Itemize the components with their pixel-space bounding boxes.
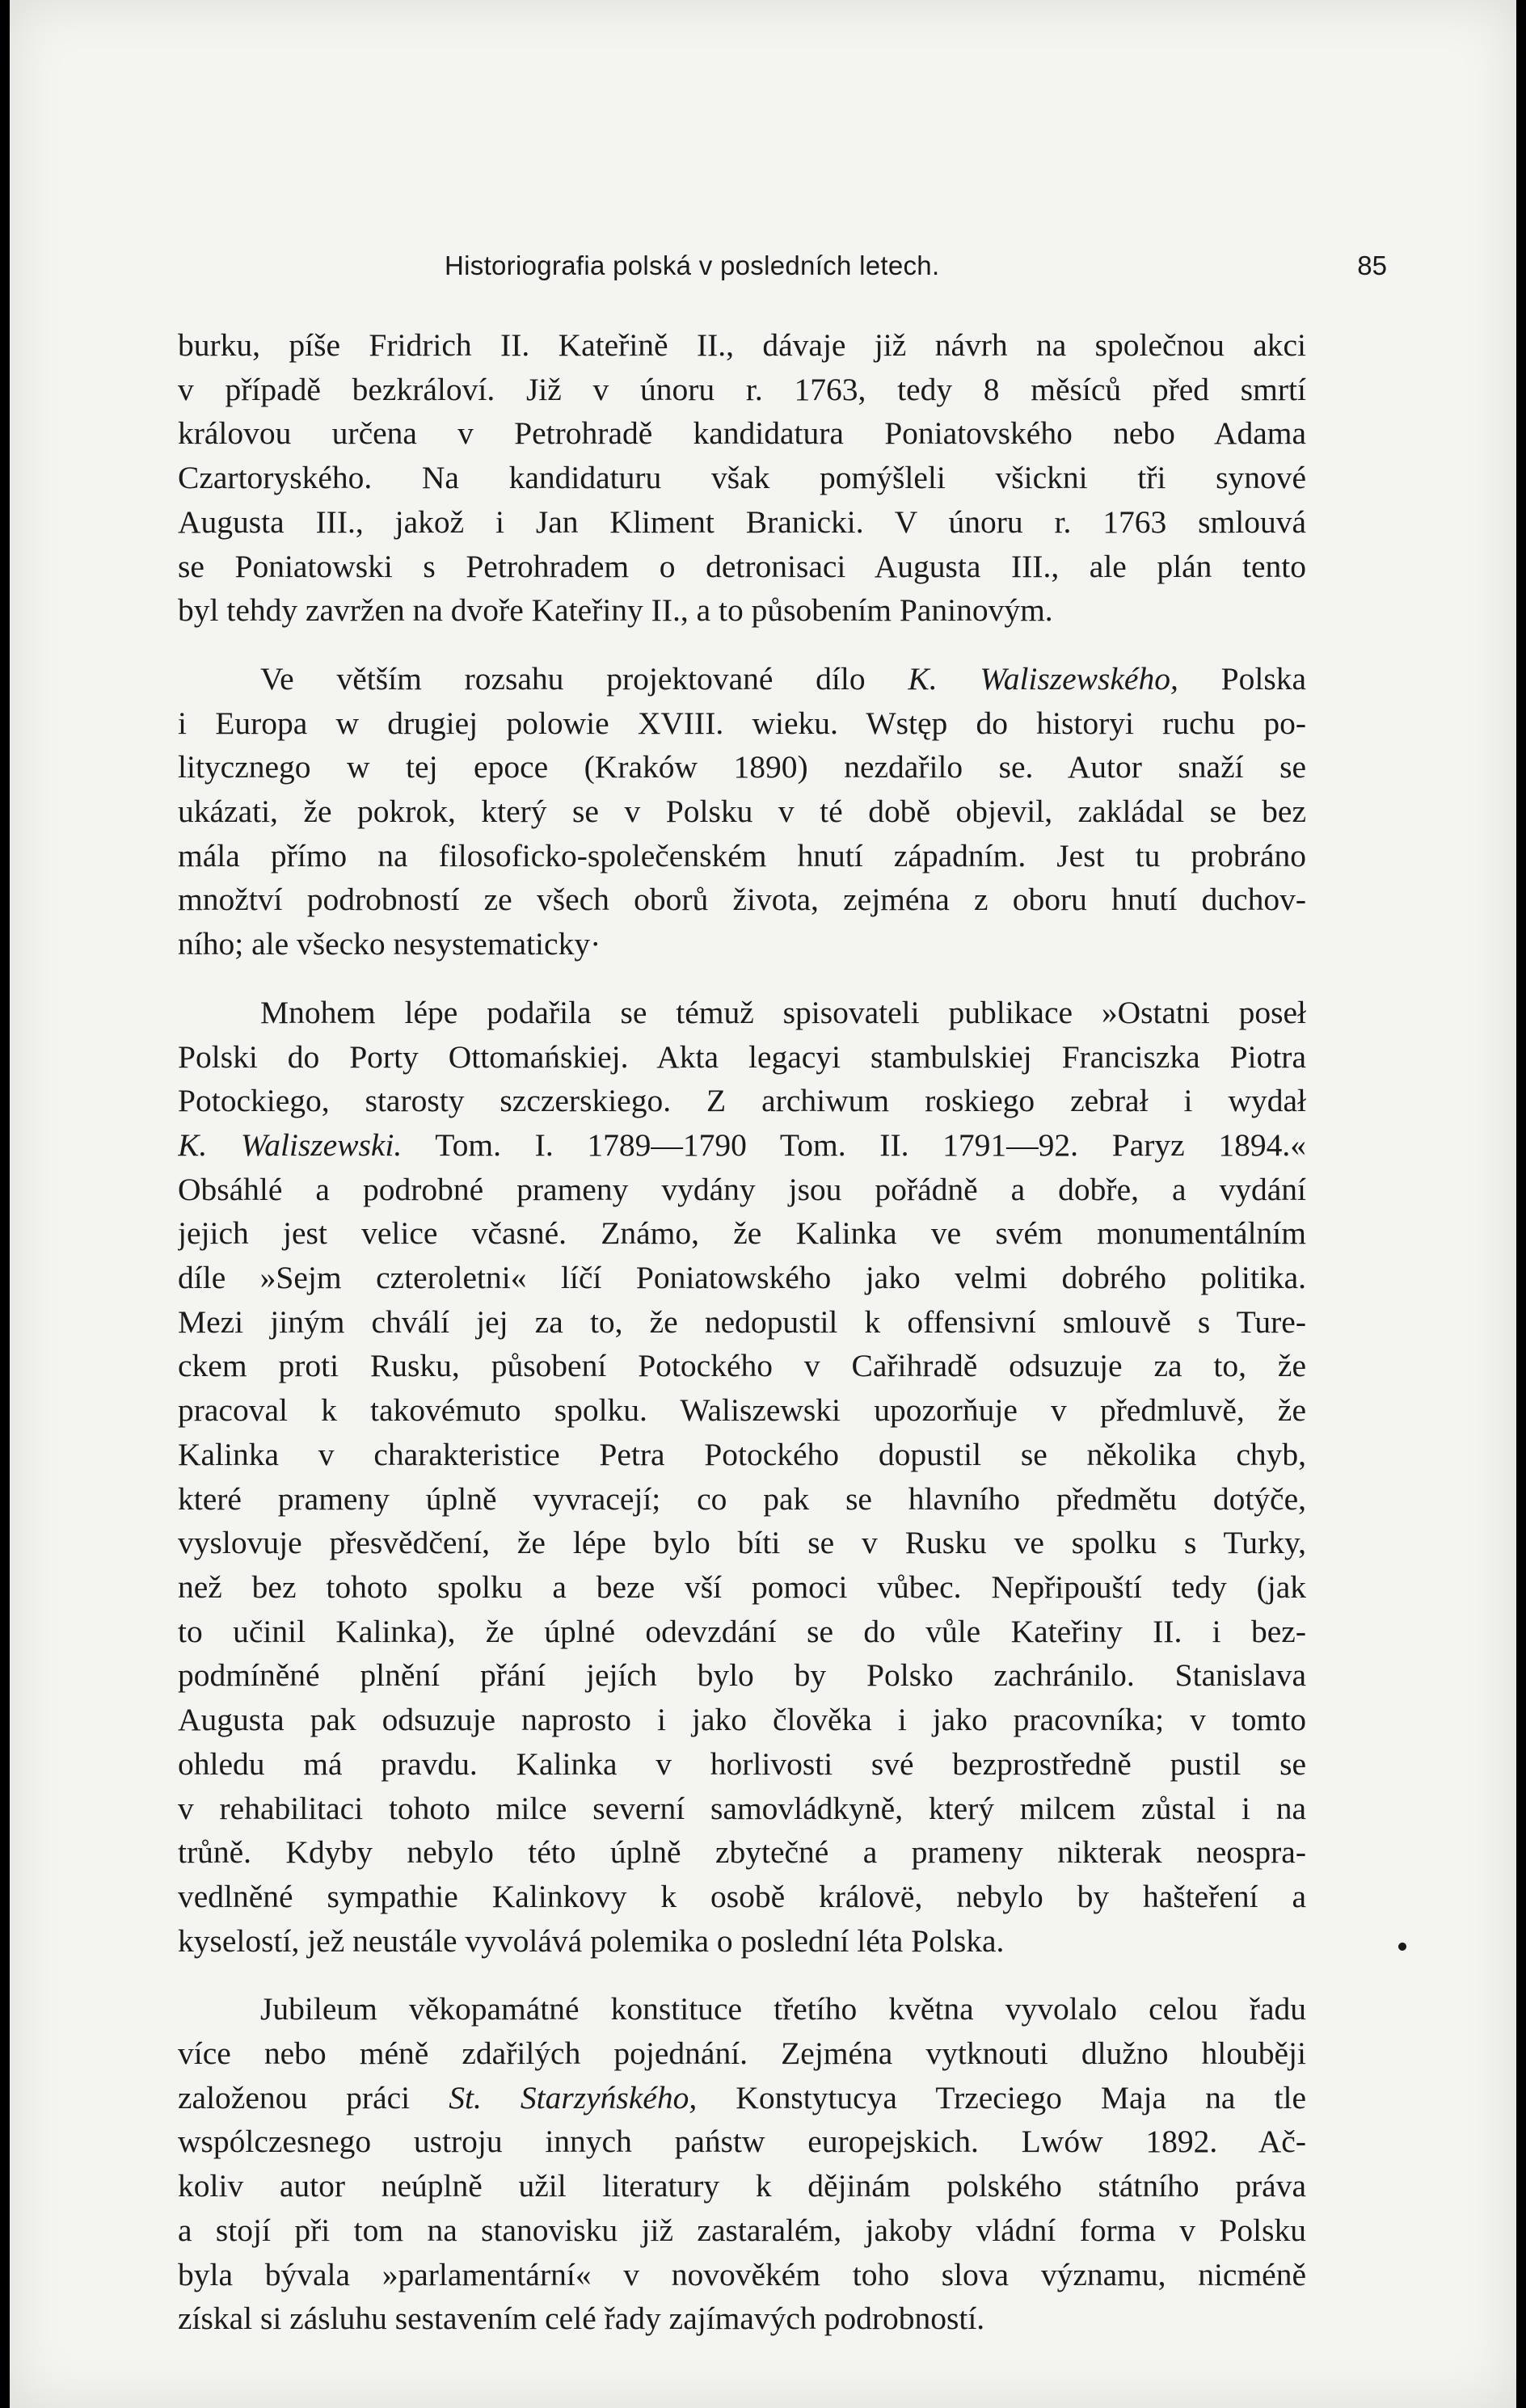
text-line: kyselostí, jež neustále vyvolává polemika o poslední léta Polska. (178, 1922, 1005, 1959)
margin-ink-mark (1397, 1942, 1408, 1952)
text-line: trůně. Kdyby nebylo této úplně zbytečné a prameny nikterak neospra- (178, 1834, 1306, 1871)
text-line: získal si zásluhu sestavením celé řady zajímavých podrobností. (178, 2301, 985, 2337)
text-line: Obsáhlé a podrobné prameny vydány jsou pořádně a dobře, a vydání (178, 1171, 1306, 1207)
text-line: burku, píše Fridrich II. Kateřině II., dávaje již návrh na společnou akci (178, 327, 1306, 363)
paragraph-3 (178, 991, 1306, 1963)
text-line: které prameny úplně vyvracejí; co pak se hlavního předmětu dotýče, (178, 1480, 1306, 1517)
running-header-title: Historiografia polská v posledních letech. (445, 250, 940, 280)
text-line: Jubileum věkopamátné konstituce třetího května vyvolalo celou řadu (260, 1991, 1306, 2027)
text-line: litycznego w tej epoce (Kraków 1890) nezdařilo se. Autor snaží se (178, 749, 1306, 785)
text-line: Czartoryského. Na kandidaturu však pomýšleli všickni tři synové (178, 460, 1306, 496)
text-line: vyslovuje přesvědčení, že lépe bylo bíti se v Rusku ve spolku s Turky, (178, 1525, 1306, 1561)
text-line: založenou práci St. Starzyńského, Konstytucya Trzeciego Maja na tle (178, 2079, 1306, 2115)
text-line: v rehabilitaci tohoto milce severní samovládkyně, který milcem zůstal i na (178, 1790, 1306, 1826)
running-header (186, 250, 1387, 291)
text-line: K. Waliszewski. Tom. I. 1789—1790 Tom. II. 1791—92. Paryz 1894.« (178, 1126, 1306, 1163)
text-line: ohledu má pravdu. Kalinka v horlivosti své bezprostředně pustil se (178, 1745, 1306, 1782)
text-line: Ve větším rozsahu projektované dílo K. Waliszewského, Polska (260, 660, 1306, 697)
text-line: ního; ale všecko nesystematicky· (178, 926, 601, 962)
page-number: 85 (1357, 250, 1387, 280)
text-line: díle »Sejm czteroletni« líčí Poniatowského jako velmi dobrého politika. (178, 1260, 1306, 1296)
text-line: byla bývala »parlamentární« v novověkém toho slova významu, nicméně (178, 2256, 1306, 2292)
paragraph-1 (178, 323, 1306, 633)
text-line: a stojí při tom na stanovisku již zastaralém, jakoby vládní forma v Polsku (178, 2212, 1306, 2248)
text-line: mála přímo na filosoficko-společenském hnutí západním. Jest tu probráno (178, 837, 1306, 874)
text-line: vedlněné sympathie Kalinkovy k osobě královë, nebylo by hašteření a (178, 1878, 1306, 1914)
text-line: podmíněné plnění přání jejích bylo by Polsko zachránilo. Stanislava (178, 1657, 1306, 1694)
text-line: to učinil Kalinka), že úplné odevzdání se do vůle Kateřiny II. i bez- (178, 1613, 1306, 1649)
text-line: jejich jest velice včasné. Známo, že Kalinka ve svém monumentálním (178, 1215, 1306, 1252)
paragraph-4 (178, 1987, 1306, 2341)
text-line: než bez tohoto spolku a beze vší pomoci vůbec. Nepřipouští tedy (jak (178, 1568, 1306, 1605)
text-line: wspólczesnego ustroju innych państw europejskich. Lwów 1892. Ač- (178, 2124, 1306, 2160)
text-line: Polski do Porty Ottomańskiej. Akta legacyi stambulskiej Franciszka Piotra (178, 1038, 1306, 1075)
text-line: se Poniatowski s Petrohradem o detronisaci Augusta III., ale plán tento (178, 548, 1306, 584)
text-line: Mezi jiným chválí jej za to, že nedopustil k offensivní smlouvě s Ture- (178, 1303, 1306, 1340)
text-line: Potockiego, starosty szczerskiego. Z archiwum roskiego zebrał i wydał (178, 1083, 1306, 1119)
text-line: pracoval k takovémuto spolku. Waliszewski upozorňuje v předmluvě, že (178, 1392, 1306, 1429)
text-line: Augusta pak odsuzuje naprosto i jako člověka i jako pracovníka; v tomto (178, 1702, 1306, 1738)
text-line: ukázati, že pokrok, který se v Polsku v té době objevil, zakládal se bez (178, 794, 1306, 830)
book-page (10, 0, 1516, 2408)
text-line: Mnohem lépe podařila se témuž spisovateli publikace »Ostatni poseł (260, 994, 1306, 1030)
paragraph-2 (178, 657, 1306, 966)
text-line: byl tehdy zavržen na dvoře Kateřiny II., a to působením Paninovým. (178, 592, 1053, 629)
text-line: Augusta III., jakož i Jan Kliment Branicki. V únoru r. 1763 smlouvá (178, 503, 1306, 540)
body-text (178, 323, 1306, 2365)
text-line: množtví podrobností ze všech oborů života, zejména z oboru hnutí duchov- (178, 882, 1306, 918)
text-line: ckem proti Rusku, působení Potockého v Cařihradě odsuzuje za to, že (178, 1348, 1306, 1384)
text-line: Kalinka v charakteristice Petra Potockého dopustil se několika chyb, (178, 1436, 1306, 1472)
text-line: i Europa w drugiej polowie XVIII. wieku. Wstęp do historyi ruchu po- (178, 705, 1306, 741)
text-line: koliv autor neúplně užil literatury k dějinám polského státního práva (178, 2168, 1306, 2204)
text-line: královou určena v Petrohradě kandidatura Poniatovského nebo Adama (178, 415, 1306, 452)
text-line: více nebo méně zdařilých pojednání. Zejména vytknouti dlužno hlouběji (178, 2035, 1306, 2072)
text-line: v případě bezkráloví. Již v únoru r. 1763, tedy 8 měsíců před smrtí (178, 371, 1306, 407)
